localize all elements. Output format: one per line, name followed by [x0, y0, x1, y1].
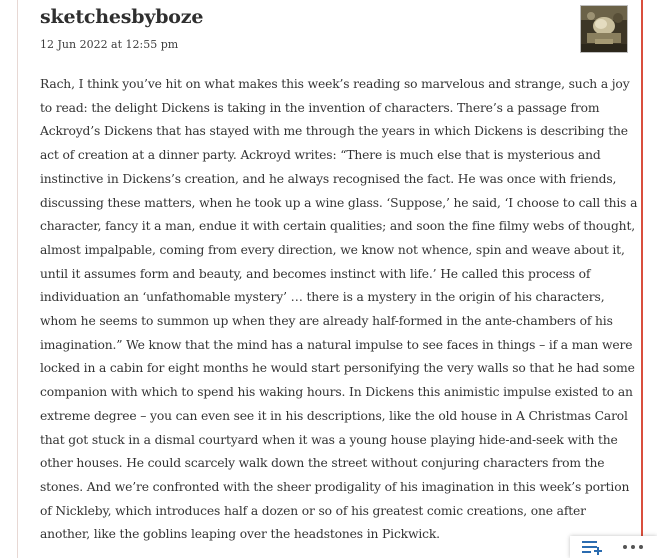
follow-reader-button[interactable]	[580, 538, 604, 558]
comment-body	[40, 73, 638, 547]
avatar-photo-icon	[581, 6, 627, 52]
comment-body-line: other houses. He could scarcely walk down the street without conjuring characters from the	[40, 456, 605, 471]
comment-body-line: that got stuck in a dismal courtyard when it was a young house playing hide-and-seek with the	[40, 432, 618, 447]
comment-body-line: almost impalpable, coming from every direction, we know not whence, spin and weave about it,	[40, 242, 625, 257]
comment-body-line: of Nickleby, which introduces half a dozen or so of his greatest comic creations, one after	[40, 503, 586, 518]
comment-body-line: Rach, I think you’ve hit on what makes this week’s reading so marvelous and strange, such a joy	[40, 77, 630, 91]
comment-body-line: character, fancy it a man, endue it with certain qualities; and soon the fine filmy webs of thought,	[40, 219, 635, 234]
comment-body-line: extreme degree – you can even see it in his descriptions, like the old house in A Christmas Carol	[40, 408, 628, 423]
comment-body-line: companion with which to spend his waking hours. In Dickens this animistic impulse existed to an	[40, 385, 633, 400]
comment-author-link[interactable]: sketchesbyboze	[40, 6, 204, 28]
comment-body-line: stones. And we’re confronted with the sheer prodigality of his imagination in this week’s portion	[40, 479, 630, 494]
comment-body-line: until it assumes form and beauty, and becomes instinct with life.’ He called this process of	[40, 266, 591, 281]
comment-body-line: whom he seems to summon up when they are already half-formed in the ante-chambers of his	[40, 314, 613, 329]
comment-body-line: act of creation at a dinner party. Ackroyd writes: “There is much else that is mysterious and	[40, 148, 601, 163]
avatar[interactable]	[580, 5, 628, 53]
comment-body-line: imagination.” We know that the mind has a natural impulse to see faces in things – if a man were	[40, 337, 633, 352]
comment-body-line: another, like the goblins leaping over the headstones in Pickwick.	[40, 527, 440, 542]
comment-body-line: instinctive in Dickens’s creation, and he always recognised the fact. He was once with friends,	[40, 171, 617, 186]
follow-reader-icon	[580, 538, 604, 558]
comment-body-line: discussing these matters, when he took up a wine glass. ‘Suppose,’ he said, ‘I choose to call this a	[40, 195, 638, 210]
more-options-button[interactable]	[618, 538, 648, 556]
action-bar	[570, 536, 657, 558]
comment-body-line: Ackroyd’s Dickens that has stayed with me through the years in which Dickens is describing the	[40, 124, 628, 139]
comment-body-line: to read: the delight Dickens is taking in the invention of characters. There’s a passage from	[40, 100, 600, 115]
comment-timestamp-link[interactable]: 12 Jun 2022 at 12:55 pm	[40, 38, 179, 51]
comment-body-line: individuation an ‘unfathomable mystery’ … there is a mystery in the origin of his characters,	[40, 290, 605, 305]
comment-body-line: locked in a cabin for eight months he would start personifying the very walls so that he had some	[40, 361, 635, 376]
more-dots-icon	[618, 538, 648, 556]
